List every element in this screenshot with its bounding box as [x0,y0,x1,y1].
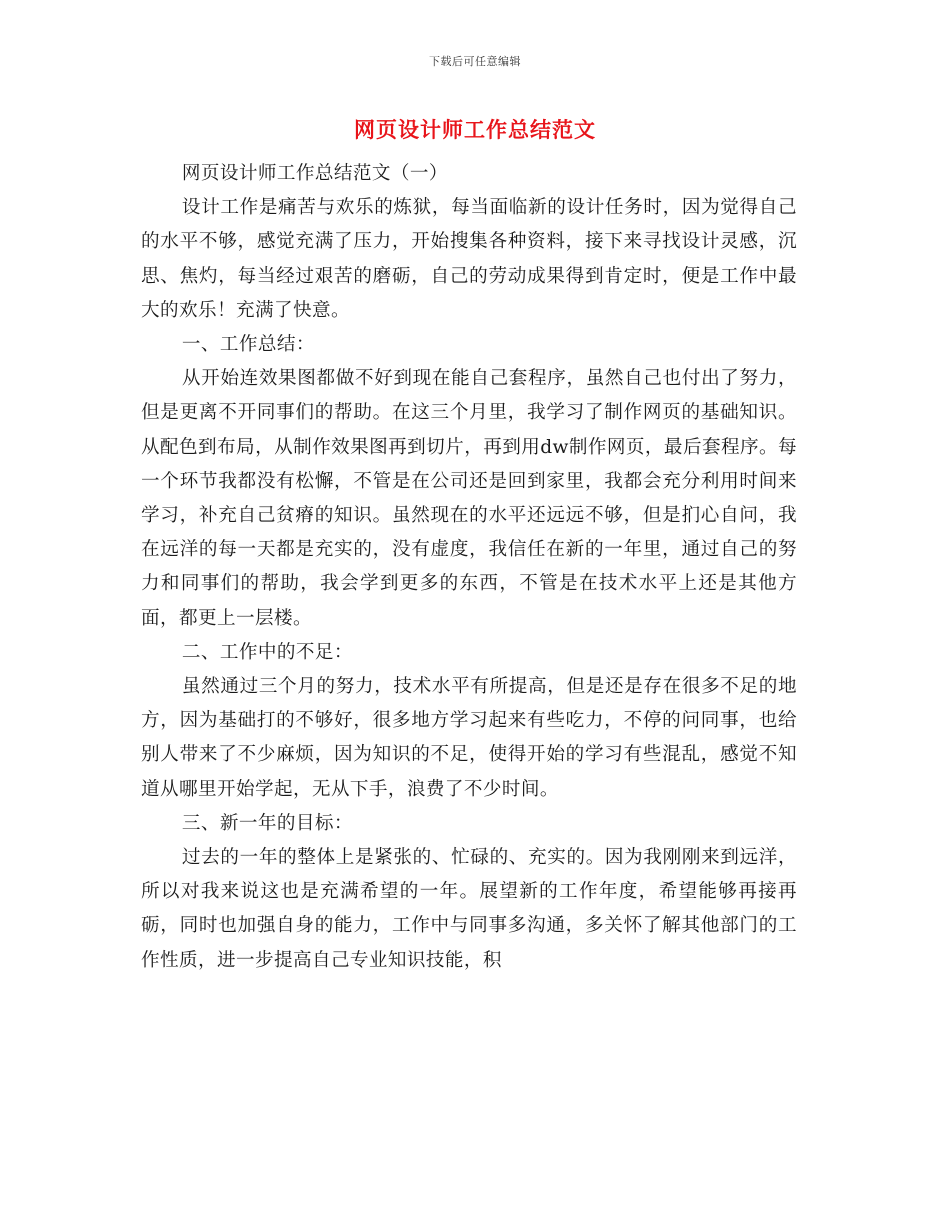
section-heading: 一、工作总结： [181,334,315,356]
document-title: 网页设计师工作总结范文 [354,117,596,142]
paragraph: 设计工作是痛苦与欢乐的炼狱，每当面临新的设计任务时，因为觉得自己的水平不够，感觉充满了压力，开始搜集各种资料，接下来寻找设计灵感，沉思、焦灼，每当经过艰苦的磨砺，自己的劳动成果得到肯定时，便是工作中最大的欢乐！充满了快意。 [141,197,797,321]
section-heading: 二、工作中的不足： [181,641,353,663]
header-note: 下载后可任意编辑 [429,55,521,68]
section-heading: 三、新一年的目标： [181,812,353,834]
paragraph: 从开始连效果图都做不好到现在能自己套程序，虽然自己也付出了努力，但是更离不开同事们的帮助。在这三个月里，我学习了制作网页的基础知识。从配色到布局，从制作效果图再到切片，再到用dw制作网页，最后套程序。每一个环节我都没有松懈，不管是在公司还是回到家里，我都会充分利用时间来学习，补充自己贫瘠的知识。虽然现在的水平还远远不够，但是扪心自问，我在远洋的每一天都是充实的，没有虚度，我信任在新的一年里，通过自己的努力和同事们的帮助，我会学到更多的东西，不管是在技术水平上还是其他方面，都更上一层楼。 [141,368,797,629]
document-body [141,157,797,978]
paragraph: 过去的一年的整体上是紧张的、忙碌的、充实的。因为我刚刚来到远洋，所以对我来说这也是充满希望的一年。展望新的工作年度，希望能够再接再砺，同时也加强自身的能力，工作中与同事多沟通，多关怀了解其他部门的工作性质，进一步提高自己专业知识技能，积 [141,847,797,971]
paragraph: 虽然通过三个月的努力，技术水平有所提高，但是还是存在很多不足的地方，因为基础打的不够好，很多地方学习起来有些吃力，不停的问同事，也给别人带来了不少麻烦，因为知识的不足，使得开始的学习有些混乱，感觉不知道从哪里开始学起，无从下手，浪费了不少时间。 [141,676,797,800]
section-heading: 网页设计师工作总结范文（一） [181,163,448,184]
